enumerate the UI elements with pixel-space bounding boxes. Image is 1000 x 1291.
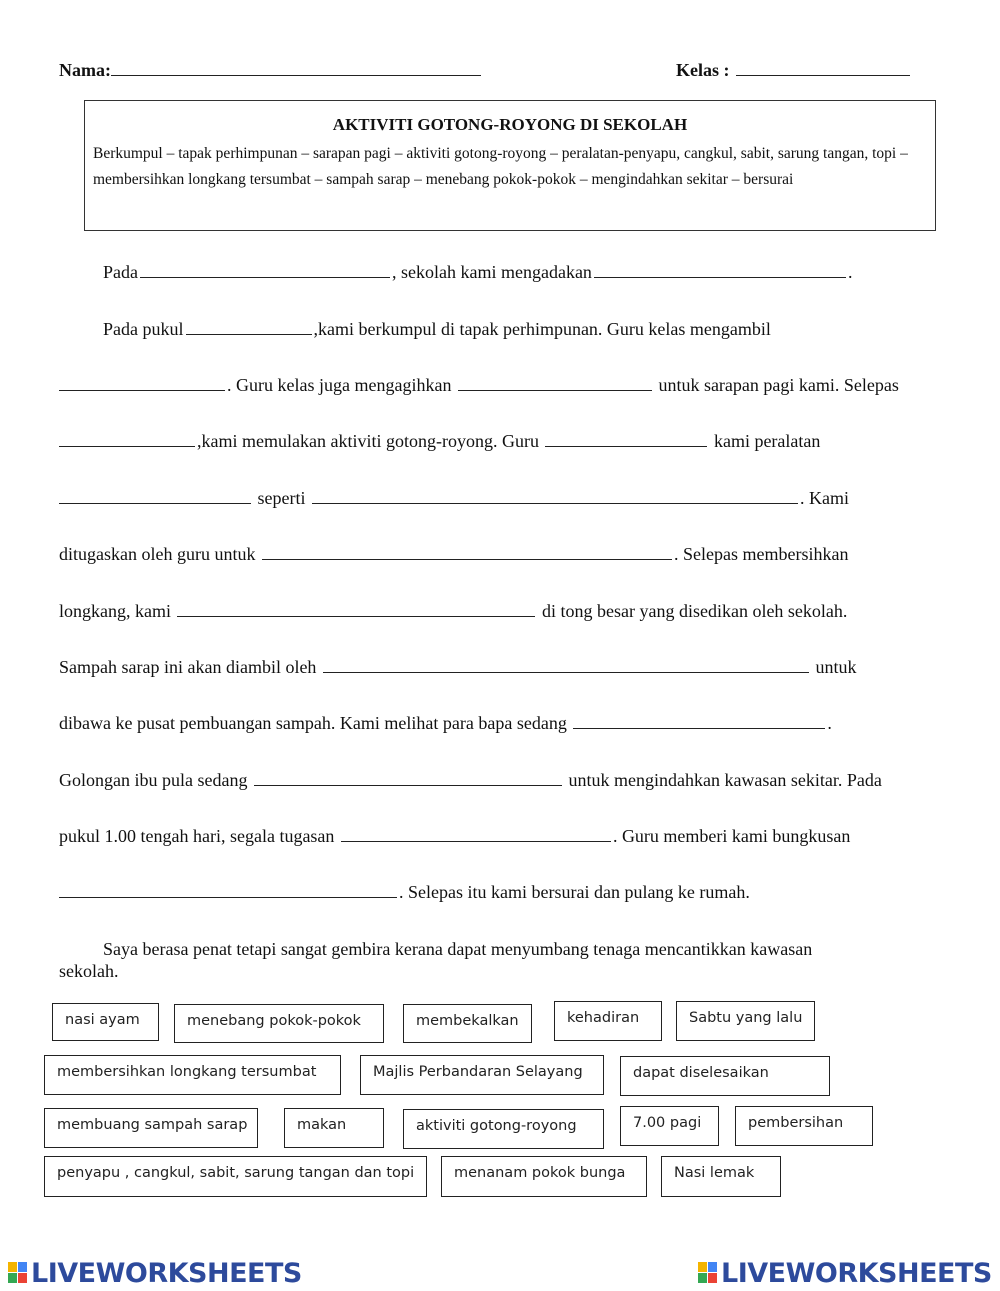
- blank-15[interactable]: [341, 827, 611, 842]
- text: di tong besar yang disedikan oleh sekolah.: [541, 601, 848, 621]
- text: dibawa ke pusat pembuangan sampah. Kami melihat para bapa sedang: [59, 713, 567, 733]
- liveworksheets-logo-right: [698, 1258, 992, 1289]
- text: Pada pukul: [103, 319, 184, 339]
- passage-line-10: [59, 770, 882, 791]
- option-kehadiran[interactable]: kehadiran: [554, 1001, 662, 1041]
- word-bank-box: [84, 100, 936, 231]
- passage-line-7: [59, 601, 847, 622]
- closing-line-2: sekolah.: [59, 961, 119, 981]
- option-menanam-pokok-bunga[interactable]: menanam pokok bunga: [441, 1156, 647, 1197]
- option-makan[interactable]: makan: [284, 1108, 384, 1148]
- blank-7[interactable]: [545, 432, 707, 447]
- blank-5[interactable]: [458, 376, 652, 391]
- text: untuk mengindahkan kawasan sekitar. Pada: [568, 770, 882, 790]
- option-membekalkan[interactable]: membekalkan: [403, 1004, 532, 1043]
- blank-16[interactable]: [59, 883, 397, 898]
- logo-text: LIVEWORKSHEETS: [31, 1258, 302, 1289]
- option-membuang-sampah[interactable]: membuang sampah sarap: [44, 1108, 258, 1148]
- text: , sekolah kami mengadakan: [392, 262, 592, 282]
- passage-line-6: [59, 544, 848, 565]
- passage-line-12: [59, 882, 750, 903]
- blank-14[interactable]: [254, 771, 562, 786]
- text: untuk: [815, 657, 857, 677]
- blank-6[interactable]: [59, 432, 195, 447]
- text: pukul 1.00 tengah hari, segala tugasan: [59, 826, 335, 846]
- text: Pada: [103, 262, 138, 282]
- liveworksheets-logo-left: [8, 1258, 302, 1289]
- option-nasi-ayam[interactable]: nasi ayam: [52, 1003, 159, 1041]
- passage-line-3: [59, 375, 899, 396]
- passage-line-5: [59, 488, 849, 509]
- blank-9[interactable]: [312, 489, 798, 504]
- passage-line-1: [103, 262, 852, 283]
- option-nasi-lemak[interactable]: Nasi lemak: [661, 1156, 781, 1197]
- option-penyapu-cangkul[interactable]: penyapu , cangkul, sabit, sarung tangan dan topi: [44, 1156, 427, 1197]
- text: Sampah sarap ini akan diambil oleh: [59, 657, 317, 677]
- text: kami peralatan: [713, 431, 821, 451]
- blank-10[interactable]: [262, 545, 672, 560]
- blank-8[interactable]: [59, 489, 251, 504]
- passage-line-4: [59, 431, 820, 452]
- text: Golongan ibu pula sedang: [59, 770, 248, 790]
- box-title: AKTIVITI GOTONG-ROYONG DI SEKOLAH: [332, 115, 688, 134]
- blank-1[interactable]: [140, 263, 390, 278]
- class-field: [676, 60, 912, 81]
- blank-3[interactable]: [186, 320, 312, 335]
- name-label: Nama:: [59, 60, 111, 80]
- box-keywords: Berkumpul – tapak perhimpunan – sarapan pagi – aktiviti gotong-royong – peralatan-penyapu, cangkul, sabit, sarung tangan, topi – membersihkan longkang tersumbat – sampah sarap – menebang pokok-pokok – mengindahkan sekitar – bersurai: [93, 145, 908, 188]
- option-7-pagi[interactable]: 7.00 pagi: [620, 1106, 719, 1146]
- blank-11[interactable]: [177, 602, 535, 617]
- option-majlis-perbandaran[interactable]: Majlis Perbandaran Selayang: [360, 1055, 604, 1095]
- text: . Kami: [799, 488, 849, 508]
- blank-12[interactable]: [323, 658, 809, 673]
- option-aktiviti-gotong-royong[interactable]: aktiviti gotong-royong: [403, 1109, 604, 1149]
- passage-line-2: [103, 319, 771, 340]
- text: untuk sarapan pagi kami. Selepas: [658, 375, 899, 395]
- liveworksheets-mark-icon: [698, 1262, 718, 1284]
- passage-line-8: [59, 657, 856, 678]
- option-sabtu-yang-lalu[interactable]: Sabtu yang lalu: [676, 1001, 815, 1041]
- name-field: [59, 60, 483, 81]
- logo-text: LIVEWORKSHEETS: [721, 1258, 992, 1289]
- text: . Guru memberi kami bungkusan: [612, 826, 851, 846]
- text: ,kami berkumpul di tapak perhimpunan. Guru kelas mengambil: [313, 319, 771, 339]
- text: longkang, kami: [59, 601, 171, 621]
- option-membersihkan-longkang[interactable]: membersihkan longkang tersumbat: [44, 1055, 341, 1095]
- option-menebang-pokok[interactable]: menebang pokok-pokok: [174, 1004, 384, 1043]
- class-input-line[interactable]: [736, 61, 910, 76]
- text: .: [827, 713, 832, 733]
- text: .: [847, 262, 853, 282]
- passage-line-9: [59, 713, 832, 734]
- closing-line-1: Saya berasa penat tetapi sangat gembira kerana dapat menyumbang tenaga mencantikkan kawasan: [103, 939, 813, 959]
- option-pembersihan[interactable]: pembersihan: [735, 1106, 873, 1146]
- class-label: Kelas :: [676, 60, 730, 80]
- text: . Selepas membersihkan: [673, 544, 849, 564]
- text: seperti: [257, 488, 306, 508]
- text: . Selepas itu kami bersurai dan pulang ke rumah.: [399, 882, 750, 902]
- text: ,kami memulakan aktiviti gotong-royong. Guru: [197, 431, 539, 451]
- liveworksheets-mark-icon: [8, 1262, 28, 1284]
- text: . Guru kelas juga mengagihkan: [227, 375, 452, 395]
- blank-4[interactable]: [59, 376, 225, 391]
- name-input-line[interactable]: [111, 61, 481, 76]
- blank-13[interactable]: [573, 714, 825, 729]
- blank-2[interactable]: [594, 263, 846, 278]
- text: ditugaskan oleh guru untuk: [59, 544, 256, 564]
- option-dapat-diselesaikan[interactable]: dapat diselesaikan: [620, 1056, 830, 1096]
- passage-line-11: [59, 826, 850, 847]
